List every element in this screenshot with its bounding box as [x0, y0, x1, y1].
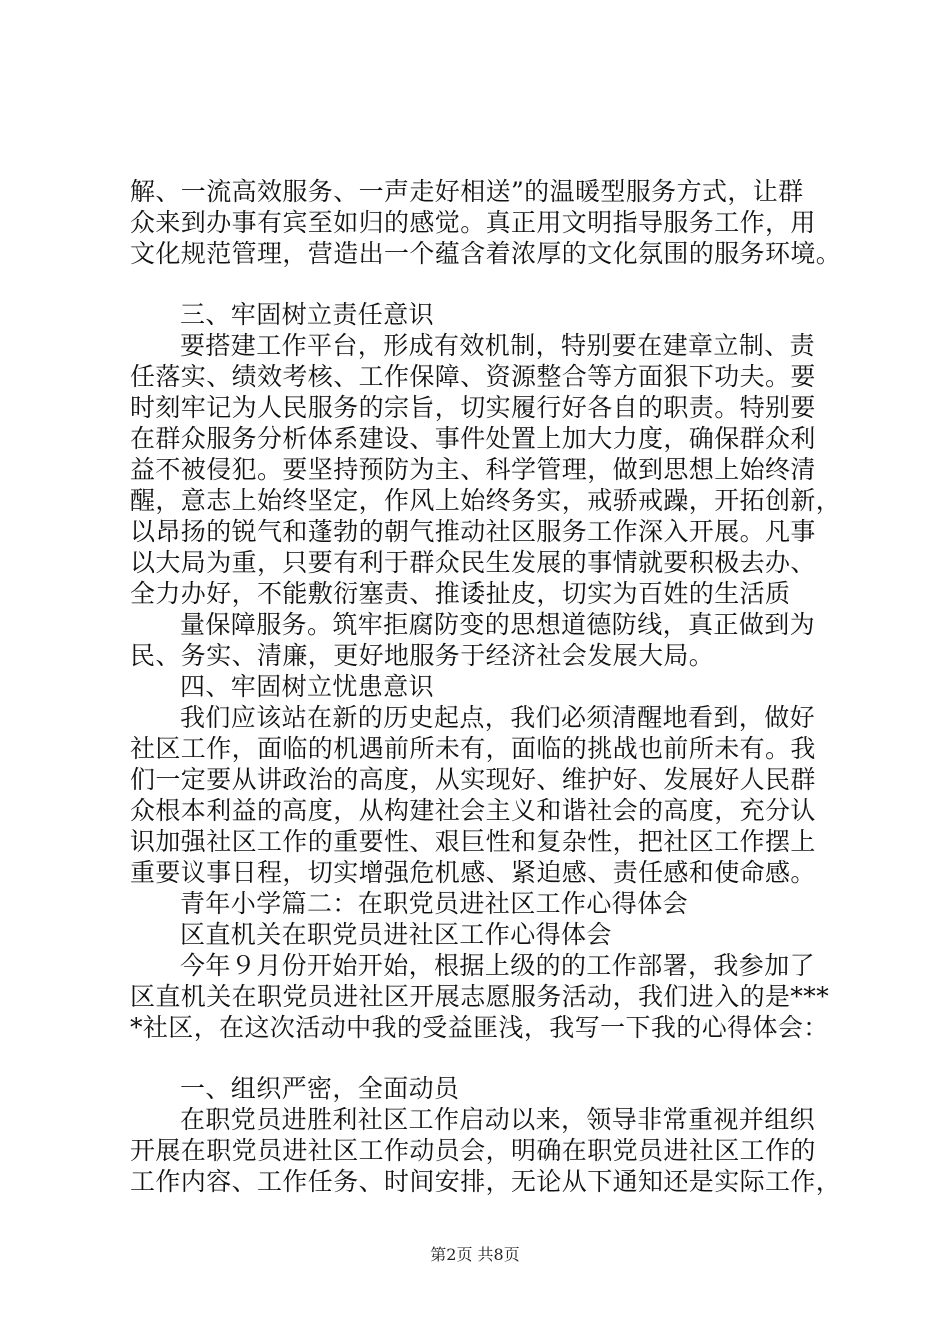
text-line: 全力办好，不能敷衍塞责、推诿扯皮，切实为百姓的生活质 [130, 579, 791, 608]
text-line: 文化规范管理，营造出一个蕴含着浓厚的文化氛围的服务环境。 [130, 239, 842, 268]
text-line: 重要议事日程，切实增强危机感、紧迫感、责任感和使命感。 [130, 858, 816, 887]
text-line: 任落实、绩效考核、工作保障、资源整合等方面狠下功夫。要 [130, 362, 816, 391]
text-line: 工作内容、工作任务、时间安排，无论从下通知还是实际工作， [130, 1167, 842, 1196]
text-line: 醒，意志上始终坚定，作风上始终务实，戒骄戒躁，开拓创新， [130, 486, 842, 515]
text-line: 开展在职党员进社区工作动员会，明确在职党员进社区工作的 [130, 1136, 816, 1165]
text-line: 量保障服务。筑牢拒腐防变的思想道德防线，真正做到为 [180, 610, 816, 639]
text-line: 解、一流高效服务、一声走好相送”的温暖型服务方式，让群 [130, 177, 804, 206]
text-line: 众根本利益的高度，从构建社会主义和谐社会的高度，充分认 [130, 796, 816, 825]
text-line: 区直机关在职党员进社区开展志愿服务活动，我们进入的是*** [130, 982, 830, 1011]
text-line: 要搭建工作平台，形成有效机制，特别要在建章立制、责 [180, 331, 816, 360]
text-line: 识加强社区工作的重要性、艰巨性和复杂性，把社区工作摆上 [130, 827, 816, 856]
text-line: 众来到办事有宾至如归的感觉。真正用文明指导服务工作，用 [130, 208, 816, 237]
page-number-footer: 第2页 共8页 [430, 1245, 520, 1264]
text-line: 益不被侵犯。要坚持预防为主、科学管理，做到思想上始终清 [130, 455, 816, 484]
section-heading: 一、组织严密，全面动员 [180, 1074, 460, 1103]
text-line: 以昂扬的锐气和蓬勃的朝气推动社区服务工作深入开展。凡事 [130, 517, 816, 546]
article-title: 青年小学篇二：在职党员进社区工作心得体会 [180, 889, 689, 918]
section-heading: 四、牢固树立忧患意识 [180, 672, 435, 701]
text-line: 在职党员进胜利社区工作启动以来，领导非常重视并组织 [180, 1105, 816, 1134]
section-heading: 三、牢固树立责任意识 [180, 300, 435, 329]
text-line: 时刻牢记为人民服务的宗旨，切实履行好各自的职责。特别要 [130, 393, 816, 422]
text-line: 在群众服务分析体系建设、事件处置上加大力度，确保群众利 [130, 424, 816, 453]
text-line: 我们应该站在新的历史起点，我们必须清醒地看到，做好 [180, 703, 816, 732]
text-line: 民、务实、清廉，更好地服务于经济社会发展大局。 [130, 641, 715, 670]
text-line: 今年９月份开始开始，根据上级的的工作部署，我参加了 [180, 951, 816, 980]
text-line: *社区，在这次活动中我的受益匪浅，我写一下我的心得体会： [130, 1013, 829, 1042]
text-line: 以大局为重，只要有利于群众民生发展的事情就要积极去办、 [130, 548, 816, 577]
text-line: 社区工作，面临的机遇前所未有，面临的挑战也前所未有。我 [130, 734, 816, 763]
article-subtitle: 区直机关在职党员进社区工作心得体会 [180, 920, 612, 949]
text-line: 们一定要从讲政治的高度，从实现好、维护好、发展好人民群 [130, 765, 816, 794]
